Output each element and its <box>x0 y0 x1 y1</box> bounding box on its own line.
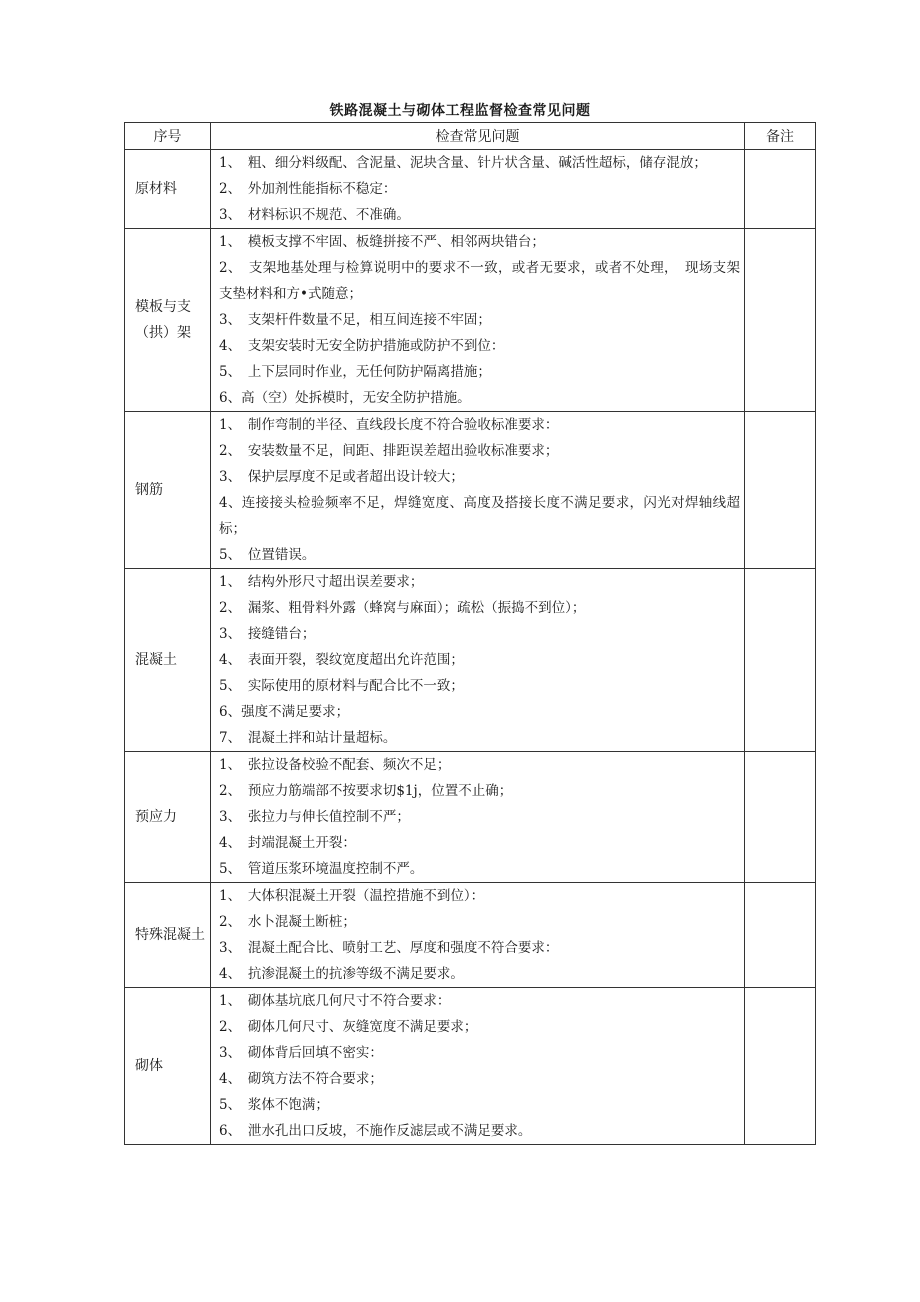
note-cell <box>745 988 816 1145</box>
issue-item: 3、 保护层厚度不足或者超出设计较大； <box>219 469 464 485</box>
issue-item: 4、 支架安装时无安全防护措施或防护不到位： <box>219 338 505 354</box>
issue-item: 5、 上下层同时作业，无任何防护隔离措施； <box>219 364 491 380</box>
issues-cell <box>211 569 745 752</box>
table-body <box>125 150 816 1145</box>
category-cell: 钢筋 <box>125 412 211 569</box>
table-row <box>125 412 816 569</box>
issue-item: 3、 材料标识不规范、不准确。 <box>219 207 410 223</box>
issue-item: 1、 粗、细分料级配、含泥量、泥块含量、针片状含量、碱活性超标，储存混放； <box>219 155 707 171</box>
issues-cell <box>211 150 745 229</box>
issue-item: 2、 砌体几何尺寸、灰缝宽度不满足要求； <box>219 1019 478 1035</box>
issue-item: 2、 安装数量不足，间距、排距误差超出验收标准要求； <box>219 443 559 459</box>
issue-item: 6、 泄水孔出口反坡，不施作反滤层或不满足要求。 <box>219 1123 532 1139</box>
issue-item: 1、 模板支撑不牢固、板缝拼接不严、相邻两块错台； <box>219 234 545 250</box>
issue-item: 3、 接缝错台； <box>219 626 316 642</box>
category-cell: 原材料 <box>125 150 211 229</box>
issue-item: 2、 预应力筋端部不按要求切$1j，位置不止确； <box>219 783 513 799</box>
table-row <box>125 569 816 752</box>
issue-item: 2、 漏浆、粗骨料外露（蜂窝与麻面）；疏松（振捣不到位）； <box>219 600 586 616</box>
issues-cell <box>211 229 745 412</box>
category-cell: 砌体 <box>125 988 211 1145</box>
note-cell <box>745 883 816 988</box>
issue-item: 4、 封端混凝土开裂： <box>219 835 356 851</box>
category-cell: 预应力 <box>125 752 211 883</box>
category-cell: 混凝土 <box>125 569 211 752</box>
header-note: 备注 <box>745 123 816 150</box>
issue-item: 6、高（空）处拆模时，无安全防护措施。 <box>219 390 471 406</box>
issue-item: 2、 支架地基处理与检算说明中的要求不一致，或者无要求，或者不处理， 现场支架支垫材料和方•式随意； <box>219 260 740 302</box>
issue-item: 4、 砌筑方法不符合要求； <box>219 1071 383 1087</box>
issue-item: 5、 浆体不饱满； <box>219 1097 329 1113</box>
table-row <box>125 752 816 883</box>
issue-item: 4、 表面开裂，裂纹宽度超出允许范围； <box>219 652 464 668</box>
issue-item: 7、 混凝土拌和站计量超标。 <box>219 730 397 746</box>
table-row <box>125 988 816 1145</box>
inspection-table <box>124 122 816 1145</box>
issue-item: 3、 混凝土配合比、喷射工艺、厚度和强度不符合要求： <box>219 940 559 956</box>
header-no: 序号 <box>125 123 211 150</box>
issue-item: 3、 砌体背后回填不密实： <box>219 1045 383 1061</box>
issue-item: 6、强度不满足要求； <box>219 704 350 720</box>
issue-item: 5、 管道压浆环境温度控制不严。 <box>219 861 424 877</box>
category-cell: 模板与支（拱）架 <box>125 229 211 412</box>
issues-cell <box>211 752 745 883</box>
note-cell <box>745 752 816 883</box>
table-row <box>125 150 816 229</box>
issue-item: 3、 张拉力与伸长值控制不严； <box>219 809 410 825</box>
issue-item: 1、 砌体基坑底几何尺寸不符合要求： <box>219 993 451 1009</box>
header-issue: 检查常见问题 <box>211 123 745 150</box>
category-cell: 特殊混凝土 <box>125 883 211 988</box>
issue-item: 4、 抗渗混凝土的抗渗等级不满足要求。 <box>219 966 464 982</box>
table-header-row <box>125 123 816 150</box>
issue-item: 4、连接接头检验频率不足，焊缝宽度、高度及搭接长度不满足要求，闪光对焊轴线超标； <box>219 495 740 537</box>
issue-item: 2、 水卜混凝土断桩； <box>219 914 356 930</box>
issue-item: 5、 实际使用的原材料与配合比不一致； <box>219 678 464 694</box>
issue-item: 2、 外加剂性能指标不稳定： <box>219 181 397 197</box>
issue-item: 1、 制作弯制的半径、直线段长度不符合验收标准要求： <box>219 417 559 433</box>
issue-item: 3、 支架杆件数量不足，相互间连接不牢固； <box>219 312 491 328</box>
document-title: 铁路混凝土与砌体工程监督检查常见问题 <box>329 103 591 119</box>
note-cell <box>745 412 816 569</box>
issue-item: 1、 大体积混凝土开裂（温控措施不到位）： <box>219 888 485 904</box>
issue-item: 5、 位置错误。 <box>219 547 316 563</box>
table-row <box>125 229 816 412</box>
note-cell <box>745 569 816 752</box>
issue-item: 1、 结构外形尺寸超出误差要求； <box>219 574 424 590</box>
issues-cell <box>211 883 745 988</box>
issues-cell <box>211 412 745 569</box>
issues-cell <box>211 988 745 1145</box>
issue-item: 1、 张拉设备校验不配套、频次不足； <box>219 757 451 773</box>
note-cell <box>745 229 816 412</box>
note-cell <box>745 150 816 229</box>
table-row <box>125 883 816 988</box>
